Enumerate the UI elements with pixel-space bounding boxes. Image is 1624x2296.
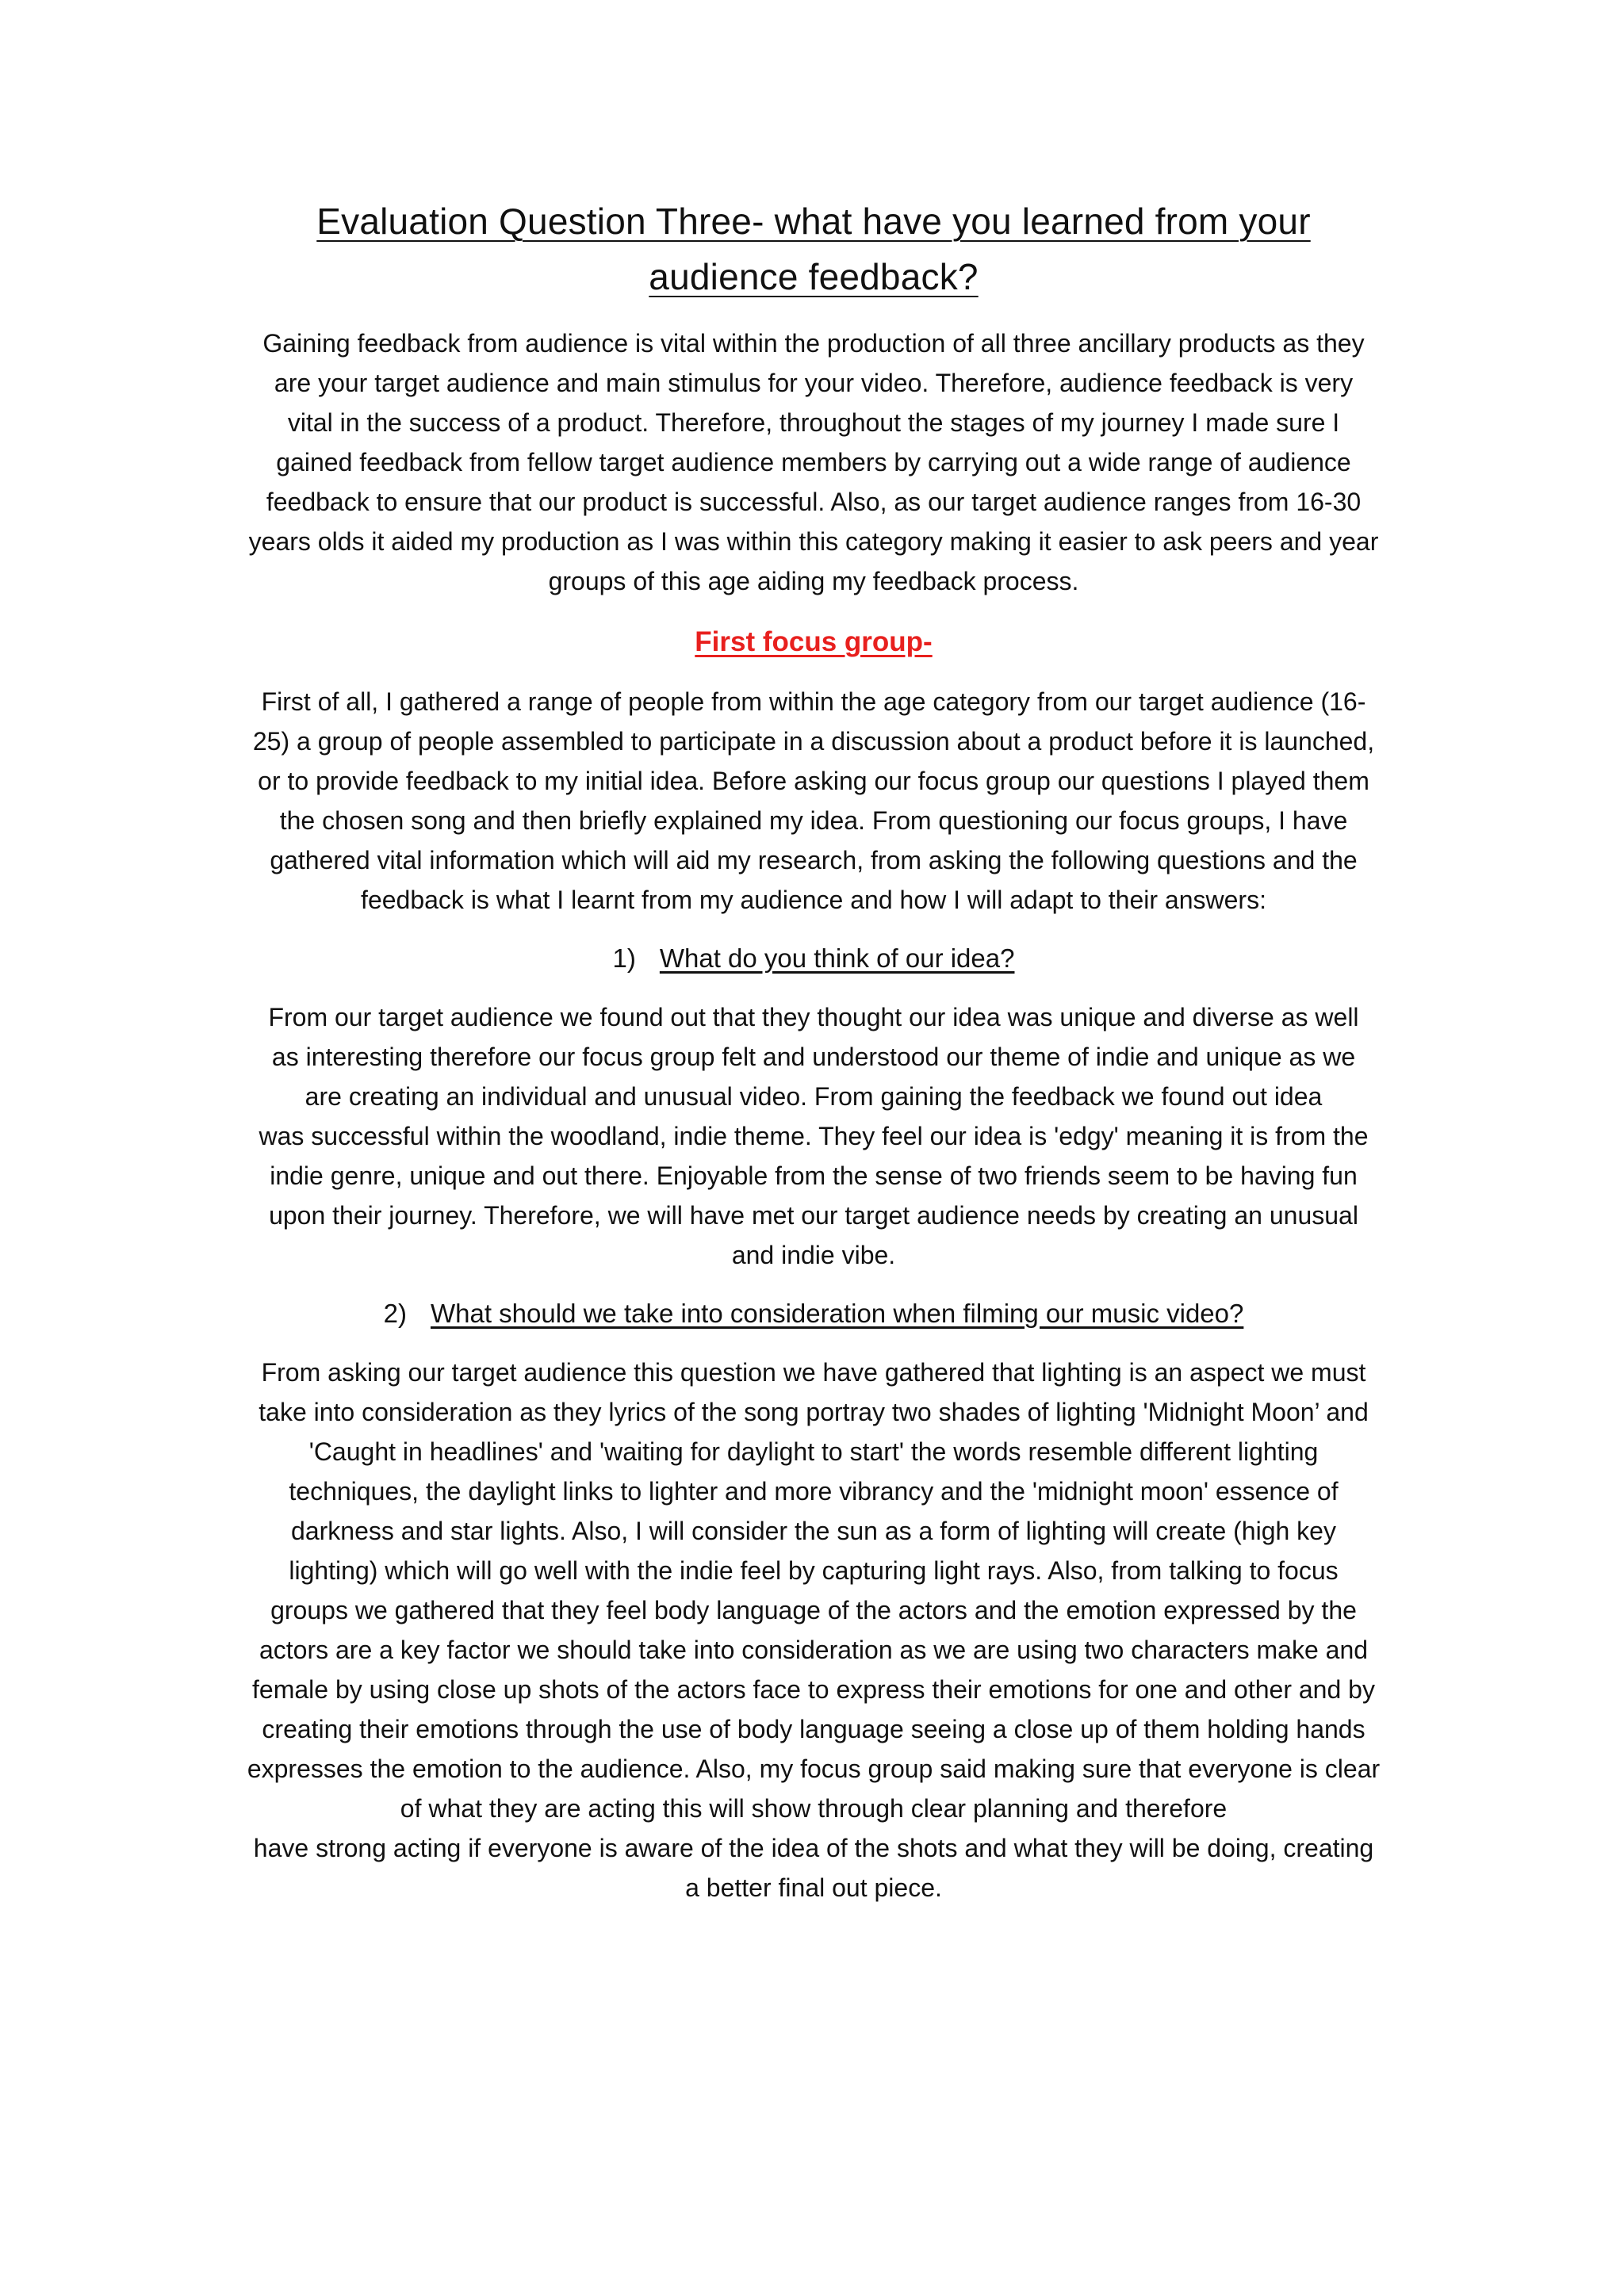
text-line: a better final out piece. <box>685 1873 942 1902</box>
text-line: or to provide feedback to my initial idea. Before asking our focus group our questions I played them <box>258 767 1369 795</box>
text-line: female by using close up shots of the actors face to express their emotions for one and other and by <box>252 1675 1375 1704</box>
text-line: expresses the emotion to the audience. Also, my focus group said making sure that everyone is clear <box>247 1755 1381 1783</box>
text-line: feedback is what I learnt from my audience and how I will adapt to their answers: <box>361 886 1266 914</box>
text-line: lighting) which will go well with the indie feel by capturing light rays. Also, from talking to focus <box>289 1556 1339 1585</box>
text-line: First of all, I gathered a range of people from within the age category from our target audience (16- <box>261 687 1366 716</box>
text-line: are your target audience and main stimulus for your video. Therefore, audience feedback is very <box>274 369 1354 397</box>
question-1 <box>197 939 1431 978</box>
text-line: From our target audience we found out that they thought our idea was unique and diverse as well <box>268 1003 1359 1031</box>
answer-2-paragraph <box>197 1353 1431 1908</box>
text-line: feedback to ensure that our product is successful. Also, as our target audience ranges from 16-30 <box>266 488 1362 516</box>
question-text: What do you think of our idea? <box>659 943 1015 973</box>
question-2 <box>197 1294 1431 1334</box>
text-line: have strong acting if everyone is aware of the idea of the shots and what they will be doing, creating <box>253 1834 1374 1862</box>
text-line: actors are a key factor we should take into consideration as we are using two characters make and <box>259 1636 1369 1664</box>
focus-group-paragraph <box>197 682 1431 920</box>
section-heading: First focus group- <box>695 626 933 657</box>
text-line: years olds it aided my production as I was within this category making it easier to ask peers and year <box>248 527 1379 556</box>
page-title-line: audience feedback? <box>649 256 979 297</box>
text-line: are creating an individual and unusual video. From gaining the feedback we found out idea <box>304 1082 1323 1111</box>
answer-1-paragraph <box>197 997 1431 1275</box>
text-line: groups of this age aiding my feedback process. <box>548 567 1079 595</box>
intro-paragraph <box>197 323 1431 601</box>
document-page <box>197 193 1431 1908</box>
page-title-line: Evaluation Question Three- what have you learned from your <box>316 201 1311 242</box>
text-line: upon their journey. Therefore, we will have met our target audience needs by creating an unusual <box>269 1201 1358 1230</box>
text-line: Gaining feedback from audience is vital within the production of all three ancillary products as they <box>262 329 1365 358</box>
question-number: 2) <box>383 1299 407 1328</box>
text-line: gained feedback from fellow target audience members by carrying out a wide range of audience <box>276 448 1351 476</box>
text-line: groups we gathered that they feel body language of the actors and the emotion expressed by the <box>270 1596 1357 1624</box>
text-line: techniques, the daylight links to lighter and more vibrancy and the 'midnight moon' essence of <box>289 1477 1339 1506</box>
text-line: and indie vibe. <box>731 1241 896 1269</box>
page-title <box>197 193 1431 304</box>
text-line: of what they are acting this will show through clear planning and therefore <box>400 1794 1228 1823</box>
text-line: gathered vital information which will aid my research, from asking the following questions and the <box>270 846 1358 874</box>
text-line: vital in the success of a product. Therefore, throughout the stages of my journey I made sure I <box>287 408 1340 437</box>
text-line: take into consideration as they lyrics of the song portray two shades of lighting 'Midnight Moon’ and <box>259 1398 1369 1426</box>
text-line: the chosen song and then briefly explained my idea. From questioning our focus groups, I have <box>279 806 1348 835</box>
text-line: 25) a group of people assembled to participate in a discussion about a product before it is launched, <box>252 727 1375 756</box>
text-line: as interesting therefore our focus group felt and understood our theme of indie and unique as we <box>271 1043 1356 1071</box>
text-line: 'Caught in headlines' and 'waiting for daylight to start' the words resemble different lighting <box>308 1437 1319 1466</box>
text-line: creating their emotions through the use of body language seeing a close up of them holding hands <box>262 1715 1365 1743</box>
text-line: darkness and star lights. Also, I will consider the sun as a form of lighting will create (high key <box>291 1517 1336 1545</box>
text-line: From asking our target audience this question we have gathered that lighting is an aspect we must <box>261 1358 1366 1387</box>
text-line: was successful within the woodland, indie theme. They feel our idea is 'edgy' meaning it is from the <box>259 1122 1369 1150</box>
question-text: What should we take into consideration when filming our music video? <box>430 1299 1244 1328</box>
question-number: 1) <box>612 943 636 973</box>
text-line: indie genre, unique and out there. Enjoyable from the sense of two friends seem to be having fun <box>270 1161 1358 1190</box>
